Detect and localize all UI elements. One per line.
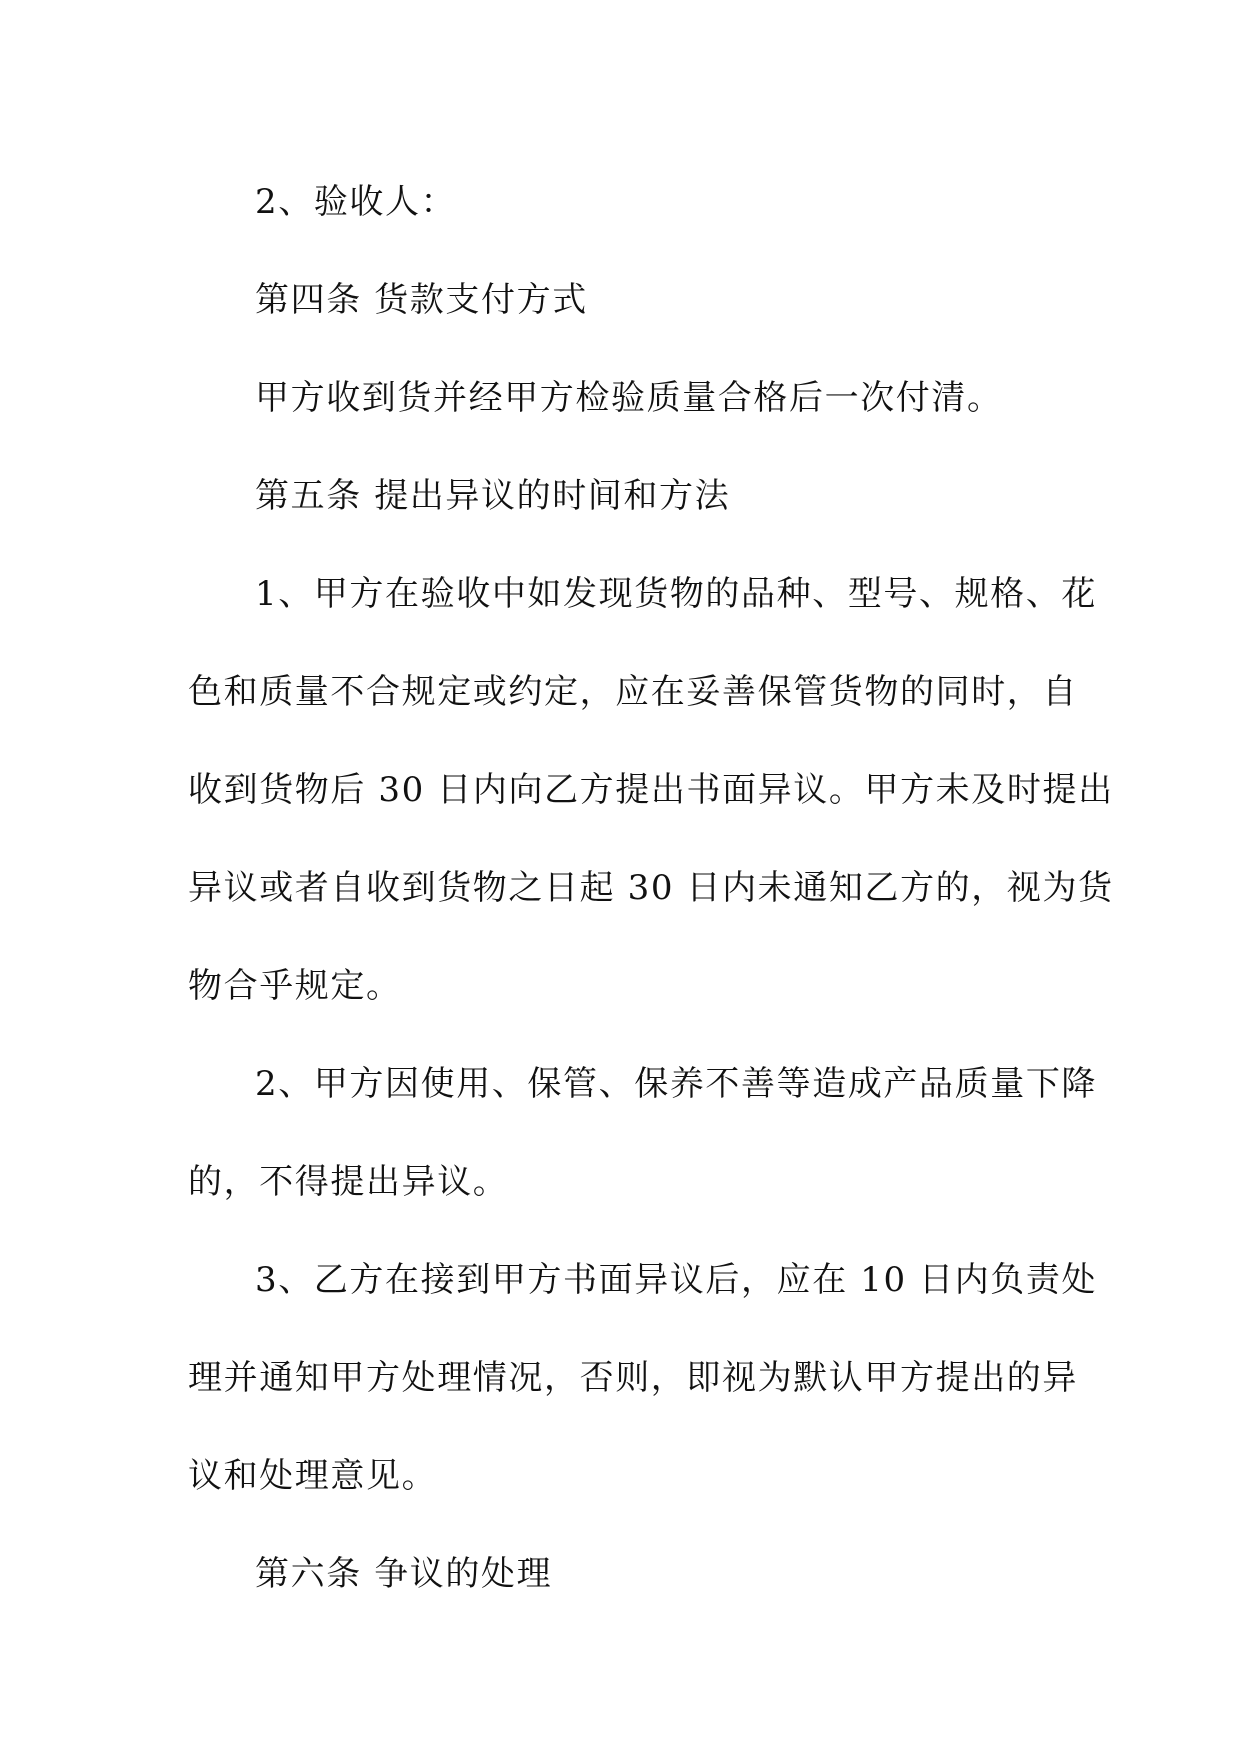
clause-1-line-5: 物合乎规定。 xyxy=(188,966,402,1006)
clause-3-line-2: 理并通知甲方处理情况，否则，即视为默认甲方提出的异 xyxy=(188,1358,1078,1398)
clause-1-line-3: 收到货物后 30 日内向乙方提出书面异议。甲方未及时提出 xyxy=(188,770,1114,810)
clause-2-line-2: 的，不得提出异议。 xyxy=(188,1162,509,1202)
article-4-heading: 第四条 货款支付方式 xyxy=(255,280,588,320)
acceptor-line: 2、验收人： xyxy=(255,182,457,222)
article-5-heading: 第五条 提出异议的时间和方法 xyxy=(255,476,731,516)
clause-3-line-3: 议和处理意见。 xyxy=(188,1456,438,1496)
clause-1-line-2: 色和质量不合规定或约定，应在妥善保管货物的同时，自 xyxy=(188,672,1078,712)
payment-paragraph: 甲方收到货并经甲方检验质量合格后一次付清。 xyxy=(255,378,1003,418)
clause-2-line-1: 2、甲方因使用、保管、保养不善等造成产品质量下降 xyxy=(255,1064,1098,1104)
clause-3-line-1: 3、乙方在接到甲方书面异议后，应在 10 日内负责处 xyxy=(255,1260,1098,1300)
article-6-heading: 第六条 争议的处理 xyxy=(255,1554,553,1594)
clause-1-line-4: 异议或者自收到货物之日起 30 日内未通知乙方的，视为货 xyxy=(188,868,1114,908)
clause-1-line-1: 1、甲方在验收中如发现货物的品种、型号、规格、花 xyxy=(255,574,1098,614)
